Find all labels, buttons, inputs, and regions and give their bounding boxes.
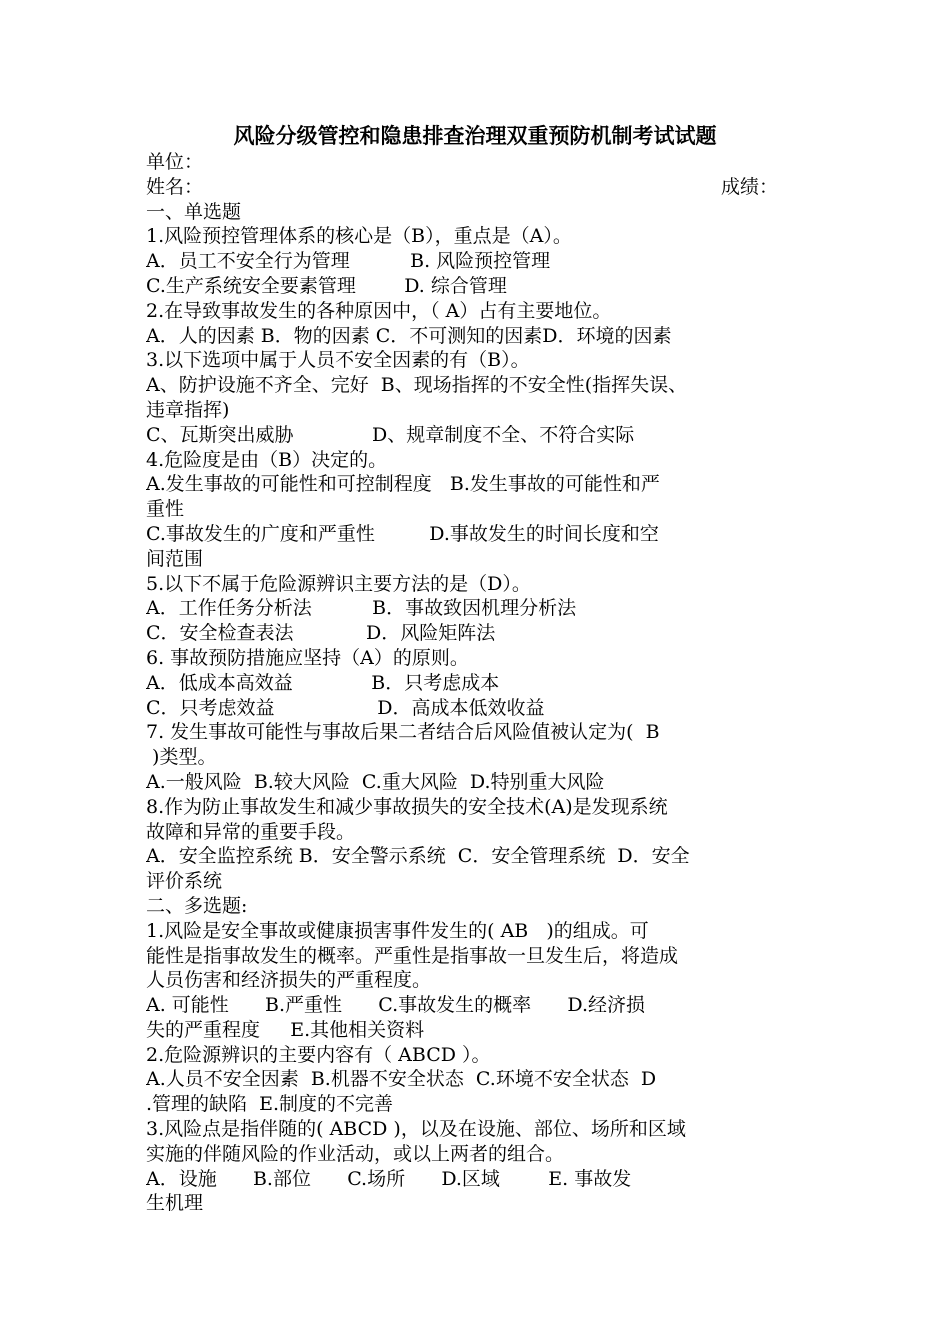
text-line: 2.危险源辨识的主要内容有（ ABCD ）。: [146, 1043, 491, 1066]
text-line: 5.以下不属于危险源辨识主要方法的是（D）。: [146, 572, 531, 595]
text-line: 故障和异常的重要手段。: [146, 820, 356, 843]
text-line: 1.风险是安全事故或健康损害事件发生的( AB )的组成。可: [146, 919, 649, 942]
text-line: 违章指挥): [146, 398, 230, 421]
text-line: A．设施 B.部位 C.场所 D.区域 E. 事故发: [146, 1167, 632, 1190]
document-title: 风险分级管控和隐患排查治理双重预防机制考试试题: [233, 123, 717, 148]
text-line: A．低成本高效益 B．只考虑成本: [146, 671, 500, 694]
text-line: A．工作任务分析法 B．事故致因机理分析法: [146, 597, 577, 620]
text-line: 实施的伴随风险的作业活动，或以上两者的组合。: [146, 1142, 565, 1165]
question-lines: [146, 200, 808, 1217]
text-line: 2.在导致事故发生的各种原因中，（ A）占有主要地位。: [146, 299, 612, 322]
text-line: 3.以下选项中属于人员不安全因素的有（B）。: [146, 349, 530, 372]
text-line: A.一般风险 B.较大风险 C.重大风险 D.特别重大风险: [146, 770, 605, 793]
text-line: 失的严重程度 E.其他相关资料: [146, 1018, 425, 1041]
unit-label: 单位：: [146, 151, 204, 173]
text-line: A．安全监控系统 B．安全警示系统 C．安全管理系统 D．安全: [146, 845, 690, 868]
text-line: A.发生事故的可能性和可控制程度 B.发生事故的可能性和严: [146, 473, 660, 496]
text-line: 7. 发生事故可能性与事故后果二者结合后风险值被认定为( B: [146, 721, 660, 744]
text-line: A. 可能性 B.严重性 C.事故发生的概率 D.经济损: [146, 994, 646, 1017]
text-line: C、瓦斯突出威胁 D、规章制度不全、不符合实际: [146, 423, 635, 446]
document-body: [146, 150, 808, 1216]
text-line: )类型。: [146, 746, 217, 769]
text-line: 评价系统: [146, 870, 223, 893]
text-line: 一、单选题: [146, 200, 242, 223]
text-line: A．人的因素 B．物的因素 C．不可测知的因素D．环境的因素: [146, 324, 672, 347]
text-line: 生机理: [146, 1192, 204, 1215]
text-line: C．只考虑效益 D．高成本低效收益: [146, 696, 545, 719]
text-line: A.人员不安全因素 B.机器不安全状态 C.环境不安全状态 D: [146, 1068, 657, 1091]
text-line: 人员伤害和经济损失的严重程度。: [146, 969, 432, 992]
text-line: 1.风险预控管理体系的核心是（B），重点是（A）。: [146, 225, 572, 248]
text-line: 3.风险点是指伴随的( ABCD )，以及在设施、部位、场所和区域: [146, 1118, 686, 1141]
text-line: 6. 事故预防措施应坚持（A）的原则。: [146, 646, 469, 669]
score-label: 成绩：: [720, 175, 778, 198]
name-score-row: [146, 175, 808, 200]
text-line: .管理的缺陷 E.制度的不完善: [146, 1093, 394, 1116]
text-line: 8.作为防止事故发生和减少事故损失的安全技术(A)是发现系统: [146, 795, 668, 818]
name-label: 姓名：: [146, 175, 204, 198]
text-line: A、防护设施不齐全、完好 B、现场指挥的不安全性(指挥失误、: [146, 374, 688, 397]
text-line: C.事故发生的广度和严重性 D.事故发生的时间长度和空: [146, 522, 659, 545]
text-line: C.生产系统安全要素管理 D. 综合管理: [146, 274, 507, 297]
text-line: A．员工不安全行为管理 B. 风险预控管理: [146, 250, 551, 273]
text-line: 能性是指事故发生的概率。严重性是指事故一旦发生后，将造成: [146, 944, 679, 967]
text-line: 二、多选题:: [146, 894, 248, 917]
text-line: 4.危险度是由（B）决定的。: [146, 448, 388, 471]
text-line: 间范围: [146, 547, 204, 570]
text-line: C．安全检查表法 D．风险矩阵法: [146, 622, 496, 645]
text-line: 重性: [146, 498, 185, 521]
